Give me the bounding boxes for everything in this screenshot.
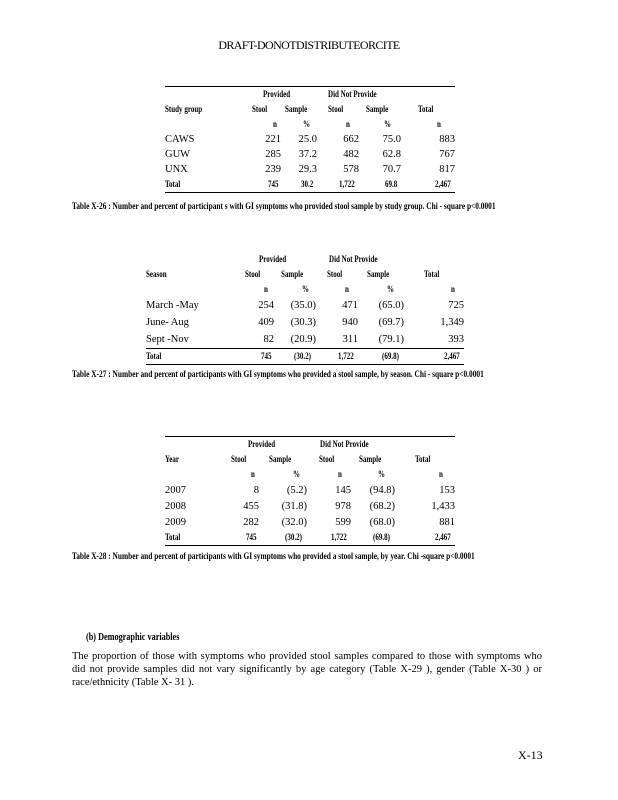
col-total: Total <box>418 104 434 114</box>
table-row: June- Aug 409 (30.3) 940 (69.7) 1,349 <box>146 317 464 328</box>
total-row: Total 745 (30.2) 1,722 (69.8) 2,467 <box>146 348 464 364</box>
unit-pct: % <box>301 284 309 294</box>
draft-header: DRAFT-DONOTDISTRIBUTEORCITE <box>218 38 400 52</box>
table-row: GUW 285 37.2 482 62.8 767 <box>165 149 455 160</box>
unit-n: n <box>345 284 350 294</box>
table-row: 2008 455 (31.8) 978 (68.2) 1,433 <box>165 500 455 512</box>
total-row: Total 745 (30.2) 1,722 (69.8) 2,467 <box>165 530 455 546</box>
table-x27 <box>146 252 464 365</box>
unit-n: n <box>251 469 256 479</box>
col-stool: Stool <box>327 269 343 279</box>
unit-pct: % <box>378 469 386 479</box>
group-did-not-provide: Did Not Provide <box>327 89 377 99</box>
table-row: UNX 239 29.3 578 70.7 817 <box>165 164 455 175</box>
col-stool: Stool <box>328 104 344 114</box>
unit-n: n <box>263 284 268 294</box>
table-row: Sept -Nov 82 (20.9) 311 (79.1) 393 <box>146 333 464 345</box>
col-sample: Sample <box>365 104 388 114</box>
col-stool: Stool <box>245 269 261 279</box>
col-total: Total <box>424 269 440 279</box>
table-row: 2009 282 (32.0) 599 (68.0) 881 <box>165 516 455 528</box>
col-sample: Sample <box>366 269 389 279</box>
group-did-not-provide: Did Not Provide <box>328 254 378 264</box>
body-paragraph: The proportion of those with symptoms who provided stool samples compared to those with symptoms who did not provide samples did not vary significantly by age category (Table X-29 ), gender (Table X-30 ) or race/ethnicity (Table X- 31 ). <box>72 651 542 688</box>
unit-pct: % <box>292 469 300 479</box>
unit-n: n <box>273 119 278 129</box>
col-sample: Sample <box>280 269 303 279</box>
group-provided: Provided <box>247 439 275 449</box>
unit-pct: % <box>387 284 395 294</box>
unit-n: n <box>338 469 343 479</box>
col-total: Total <box>415 454 431 464</box>
col-sample: Sample <box>358 454 381 464</box>
col-sample: Sample <box>284 104 307 114</box>
unit-pct: % <box>302 119 310 129</box>
group-did-not-provide: Did Not Provide <box>319 439 369 449</box>
col-stool: Stool <box>252 104 268 114</box>
table-x26-caption: Table X-26 : Number and percent of participant s with GI symptoms who provided stool sample by study group. Chi - square p<0.0001 <box>72 201 496 211</box>
unit-n: n <box>451 284 456 294</box>
table-row: March -May 254 (35.0) 471 (65.0) 725 <box>146 300 464 311</box>
row-label-header: Year <box>165 454 180 464</box>
group-provided: Provided <box>262 89 290 99</box>
group-provided: Provided <box>258 254 286 264</box>
row-label-header: Study group <box>165 104 203 114</box>
unit-n: n <box>346 119 351 129</box>
table-x28 <box>165 436 455 546</box>
col-sample: Sample <box>268 454 291 464</box>
table-row: 2007 8 (5.2) 145 (94.8) 153 <box>165 484 455 496</box>
total-row: Total 745 30.2 1,722 69.8 2,467 <box>165 177 455 193</box>
table-x28-caption: Table X-28 : Number and percent of participants with GI symptoms who provided a stool sample, by year. Chi -square p<0.0001 <box>72 551 475 561</box>
table-x26 <box>165 86 455 193</box>
page-number: X-13 <box>518 748 543 762</box>
table-x27-caption: Table X-27 : Number and percent of participants with GI symptoms who provided a stool sample, by season. Chi - square p<0.0001 <box>72 369 484 379</box>
col-stool: Stool <box>319 454 335 464</box>
unit-pct: % <box>384 119 392 129</box>
table-row: CAWS 221 25.0 662 75.0 883 <box>165 134 455 145</box>
col-stool: Stool <box>231 454 247 464</box>
unit-n: n <box>436 119 441 129</box>
unit-n: n <box>439 469 444 479</box>
row-label-header: Season <box>146 269 167 279</box>
section-heading: (b) Demographic variables <box>86 632 180 643</box>
